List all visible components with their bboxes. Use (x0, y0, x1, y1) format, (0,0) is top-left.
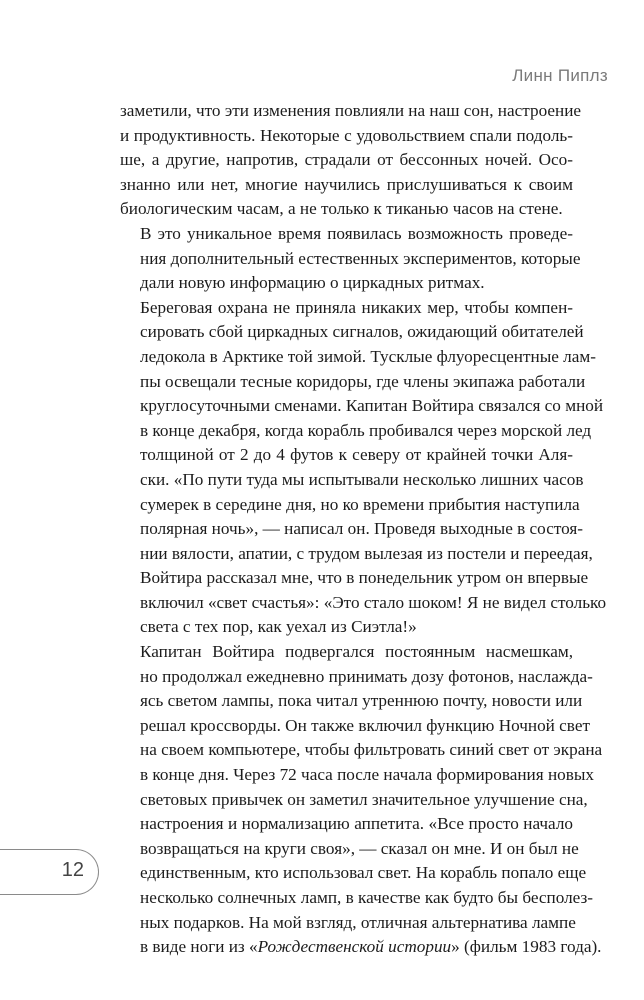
film-title-italic: Рождественской истории (257, 937, 452, 957)
running-head-author: Линн Пиплз (512, 66, 608, 85)
text-line: знанно или нет, многие научились прислушиваться к своим (120, 174, 573, 194)
text-line: полярная ночь», — написал он. Проведя выходные в состоя- (140, 519, 583, 539)
paragraph (120, 222, 581, 296)
text-line: Капитан Войтира подвергался постоянным насмешкам, (140, 642, 573, 662)
text-line: в конце дня. Через 72 часа после начала формирования новых (140, 765, 594, 785)
text-line: биологическим часам, а не только к тиканью часов на стене. (120, 199, 563, 219)
text-line: пы освещали тесные коридоры, где члены экипажа работали (140, 371, 586, 391)
text-line: несколько солнечных ламп, в качестве как будто бы бесполез- (140, 888, 594, 907)
text-line: толщиной от 2 до 4 футов к северу от крайней точки Аля- (140, 445, 573, 465)
text-line: единственным, кто использовал свет. На корабль попало еще (140, 863, 587, 883)
paragraph (120, 640, 603, 960)
text-line: и продуктивность. Некоторые с удовольствием спали подоль- (120, 125, 573, 145)
text-line: ния дополнительный естественных экспериментов, которые (140, 248, 581, 268)
text-line: возвращаться на круги своя», — сказал он мне. И он был не (140, 838, 579, 858)
text-line: Войтира рассказал мне, что в понедельник утром он впервые (140, 568, 589, 588)
text-line: световых привычек он заметил значительное улучшение сна, (140, 789, 588, 809)
paragraph (120, 99, 582, 222)
page-number-tab (0, 849, 99, 895)
text-line: сировать сбой циркадных сигналов, ожидающий обитателей (140, 322, 584, 342)
text-fragment: в виде ноги из « (140, 937, 258, 957)
text-line: круглосуточными сменами. Капитан Войтира связался со мной (140, 396, 604, 416)
page-number: 12 (61, 859, 84, 881)
text-line: дали новую информацию о циркадных ритмах. (140, 273, 485, 293)
text-line: на своем компьютере, чтобы фильтровать синий свет от экрана (140, 740, 603, 760)
text-line: В это уникальное время появилась возможность проведе- (140, 223, 573, 243)
text-line: света с тех пор, как уехал из Сиэтла!» (140, 617, 417, 637)
text-line: сумерек в середине дня, но ко времени прибытия наступила (140, 494, 580, 514)
text-line: ясь светом лампы, пока читал утреннюю почту, новости или (140, 691, 583, 711)
text-line (120, 935, 602, 960)
text-line: ски. «По пути туда мы испытывали несколько лишних часов (140, 469, 584, 489)
body-text (120, 99, 607, 960)
text-line: в конце декабря, когда корабль пробивался через морской лед (140, 420, 592, 440)
text-line: настроения и нормализацию аппетита. «Все просто начало (140, 814, 573, 834)
text-line: нии вялости, апатии, с трудом вылезая из постели и переедая, (140, 543, 593, 563)
text-line: заметили, что эти изменения повлияли на наш сон, настроение (120, 101, 582, 120)
text-line: но продолжал ежедневно принимать дозу фотонов, наслажда- (140, 666, 593, 686)
text-fragment: » (фильм 1983 года). (451, 937, 602, 957)
text-line: включил «свет счастья»: «Это стало шоком! Я не видел столько (140, 592, 607, 612)
text-line: Береговая охрана не приняла никаких мер, чтобы компен- (140, 297, 573, 317)
text-line: ше, а другие, напротив, страдали от бессонных ночей. Осо- (120, 150, 573, 170)
paragraph (120, 296, 607, 640)
text-line: решал кроссворды. Он также включил функцию Ночной свет (140, 715, 590, 735)
text-line: ледокола в Арктике той зимой. Тусклые флуоресцентные лам- (140, 346, 596, 366)
text-line: ных подарков. На мой взгляд, отличная альтернатива лампе (140, 912, 576, 932)
